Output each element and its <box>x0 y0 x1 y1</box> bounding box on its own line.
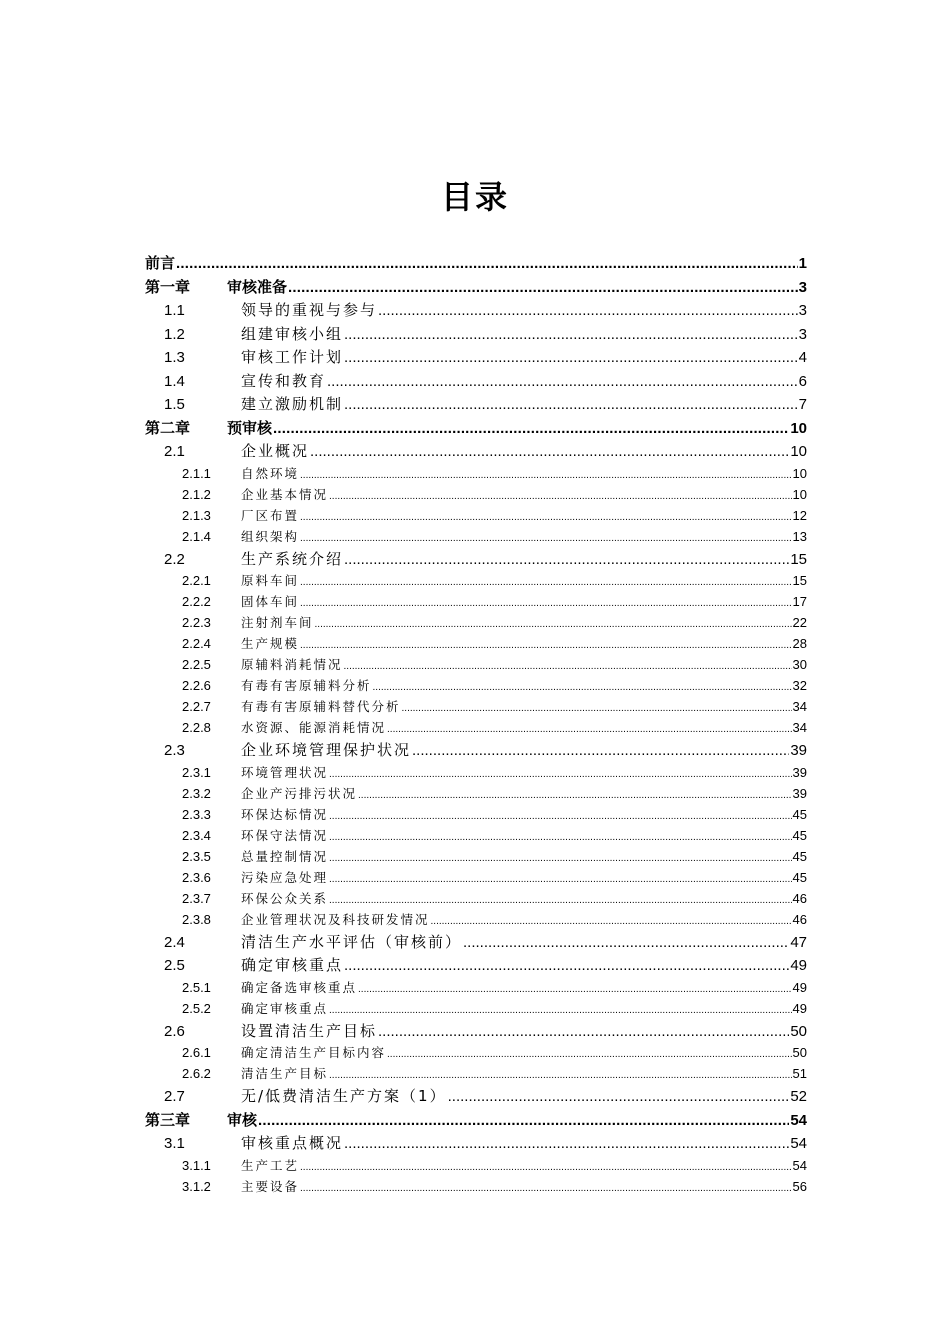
toc-entry-number: 1.4 <box>164 372 185 390</box>
toc-leader-dots <box>273 420 789 437</box>
toc-entry-title: 环保达标情况 <box>241 806 329 822</box>
toc-leader-dots <box>387 724 792 735</box>
toc-entry-page-number: 47 <box>790 933 807 951</box>
toc-entry-title: 审核准备 <box>227 277 288 296</box>
toc-entry-level-2[interactable] <box>145 346 807 370</box>
toc-leader-dots <box>344 326 798 343</box>
toc-entry-title: 生产系统介绍 <box>241 549 344 568</box>
toc-entry-title: 环境管理状况 <box>241 764 329 780</box>
toc-entry-title: 水资源、能源消耗情况 <box>241 720 387 735</box>
toc-leader-dots <box>300 512 792 523</box>
toc-leader-dots <box>300 470 792 481</box>
toc-entry-level-2[interactable] <box>145 1085 807 1109</box>
toc-entry-level-3[interactable] <box>145 805 807 826</box>
toc-leader-dots <box>176 255 798 272</box>
toc-leader-dots <box>378 1023 789 1040</box>
toc-entry-title: 组建审核小组 <box>241 324 344 343</box>
toc-leader-dots <box>329 1070 792 1081</box>
toc-entry-level-3[interactable] <box>145 676 807 697</box>
toc-entry-page-number: 49 <box>790 957 807 974</box>
toc-entry-level-2[interactable] <box>145 954 807 978</box>
toc-leader-dots <box>402 703 792 714</box>
toc-entry-level-3[interactable] <box>145 910 807 931</box>
toc-entry-level-3[interactable] <box>145 697 807 718</box>
toc-entry-number: 3.1 <box>164 1135 185 1152</box>
toc-entry-level-2[interactable] <box>145 299 807 323</box>
toc-entry-level-2[interactable] <box>145 931 807 955</box>
toc-entry-title: 环保守法情况 <box>241 827 329 843</box>
toc-leader-dots <box>344 551 789 568</box>
toc-entry-title: 企业环境管理保护状况 <box>241 741 412 759</box>
toc-entry-page-number: 39 <box>792 764 807 780</box>
toc-entry-title: 生产规模 <box>241 636 300 651</box>
toc-entry-title: 宣传和教育 <box>241 371 327 390</box>
toc-entry-number: 2.3.8 <box>182 911 211 927</box>
toc-leader-dots <box>329 853 792 864</box>
toc-entry-number: 3.1.1 <box>182 1157 211 1173</box>
toc-entry-title: 审核重点概况 <box>241 1134 344 1152</box>
toc-entry-page-number: 6 <box>798 372 807 390</box>
toc-entry-number: 2.1.1 <box>182 465 211 481</box>
toc-entry-number: 2.2.5 <box>182 657 211 672</box>
toc-entry-number: 2.2.3 <box>182 615 211 630</box>
toc-entry-title: 领导的重视与参与 <box>241 301 378 319</box>
toc-leader-dots <box>300 598 792 609</box>
toc-entry-page-number: 45 <box>792 869 807 885</box>
toc-entry-title: 无/低费清洁生产方案（1） <box>241 1087 447 1105</box>
toc-entry-page-number: 3 <box>798 325 807 343</box>
toc-entry-page-number: 49 <box>792 1000 807 1016</box>
toc-entry-page-number: 39 <box>792 785 807 801</box>
toc-entry-title: 确定清洁生产目标内容 <box>241 1045 387 1060</box>
toc-leader-dots <box>431 916 792 927</box>
toc-entry-page-number: 50 <box>792 1045 807 1060</box>
toc-entry-page-number: 15 <box>792 573 807 588</box>
toc-entry-number: 2.2 <box>164 550 185 568</box>
toc-entry-number: 第二章 <box>145 418 191 437</box>
toc-entry-number: 第一章 <box>145 277 191 296</box>
toc-entry-page-number: 1 <box>798 255 807 272</box>
toc-leader-dots <box>300 1162 792 1173</box>
toc-entry-page-number: 28 <box>792 636 807 651</box>
toc-entry-title: 有毒有害原辅料替代分析 <box>241 699 401 714</box>
toc-entry-title: 有毒有害原辅料分析 <box>241 678 372 693</box>
toc-entry-number: 2.1 <box>164 443 185 460</box>
toc-entry-number: 2.7 <box>164 1088 185 1105</box>
toc-entry-page-number: 45 <box>792 827 807 843</box>
toc-title: 目录 <box>440 178 509 216</box>
toc-leader-dots <box>258 1112 789 1129</box>
toc-entry-title: 环保公众关系 <box>241 890 329 906</box>
toc-entry-page-number: 3 <box>798 302 807 319</box>
toc-entry-number: 2.2.4 <box>182 636 211 651</box>
toc-leader-dots <box>329 769 792 780</box>
toc-entry-page-number: 10 <box>790 419 807 437</box>
toc-entry-level-3[interactable] <box>145 1064 807 1085</box>
toc-entry-page-number: 45 <box>792 848 807 864</box>
toc-entry-level-1[interactable] <box>145 252 807 276</box>
toc-entry-number: 2.5.1 <box>182 979 211 995</box>
toc-leader-dots <box>373 682 792 693</box>
toc-entry-title: 生产工艺 <box>241 1157 300 1173</box>
toc-entry-level-1[interactable] <box>145 276 807 300</box>
toc-entry-title: 厂区布置 <box>241 507 300 523</box>
toc-entry-title: 主要设备 <box>241 1178 300 1194</box>
toc-entry-title: 审核 <box>227 1110 258 1129</box>
toc-entry-page-number: 46 <box>792 890 807 906</box>
toc-leader-dots <box>327 373 798 390</box>
toc-entry-page-number: 3 <box>798 278 807 296</box>
toc-entry-level-3[interactable] <box>145 592 807 613</box>
toc-entry-page-number: 30 <box>792 657 807 672</box>
toc-entry-number: 2.2.6 <box>182 678 211 693</box>
toc-entry-page-number: 7 <box>798 396 807 413</box>
toc-leader-dots <box>344 957 789 974</box>
toc-entry-level-3[interactable] <box>145 868 807 889</box>
toc-entry-level-3[interactable] <box>145 1043 807 1064</box>
toc-entry-page-number: 56 <box>792 1178 807 1194</box>
toc-entry-level-2[interactable] <box>145 323 807 347</box>
toc-leader-dots <box>344 396 798 413</box>
toc-leader-dots <box>329 832 792 843</box>
toc-entry-title: 注射剂车间 <box>241 615 314 630</box>
toc-entry-title: 设置清洁生产目标 <box>241 1021 378 1040</box>
toc-leader-dots <box>300 533 792 544</box>
toc-entry-title: 污染应急处理 <box>241 869 329 885</box>
toc-entry-level-2[interactable] <box>145 739 807 763</box>
toc-leader-dots <box>300 577 792 588</box>
toc-entry-page-number: 49 <box>792 979 807 995</box>
toc-entry-title: 原辅料消耗情况 <box>241 657 343 672</box>
toc-entry-level-3[interactable] <box>145 826 807 847</box>
toc-entry-number: 2.3.1 <box>182 764 211 780</box>
toc-entry-number: 2.2.1 <box>182 573 211 588</box>
toc-entry-level-3[interactable] <box>145 784 807 805</box>
toc-leader-dots <box>358 984 792 995</box>
toc-entry-level-3[interactable] <box>145 464 807 485</box>
toc-leader-dots <box>463 934 789 951</box>
toc-entry-title: 预审核 <box>227 418 273 437</box>
toc-entry-number: 2.2.2 <box>182 594 211 609</box>
toc-entry-level-2[interactable] <box>145 1020 807 1044</box>
toc-leader-dots <box>329 895 792 906</box>
toc-entry-number: 2.4 <box>164 933 185 951</box>
toc-entry-number: 2.2.8 <box>182 720 211 735</box>
toc-entry-level-3[interactable] <box>145 527 807 548</box>
toc-entry-number: 2.3.7 <box>182 890 211 906</box>
toc-entry-page-number: 10 <box>792 465 807 481</box>
toc-entry-number: 2.6 <box>164 1022 185 1040</box>
toc-entry-title: 原料车间 <box>241 573 300 588</box>
toc-entry-title: 总量控制情况 <box>241 848 329 864</box>
toc-entry-page-number: 51 <box>792 1066 807 1081</box>
toc-entry-title: 确定审核重点 <box>241 956 344 974</box>
toc-entry-page-number: 54 <box>790 1111 807 1129</box>
toc-entry-page-number: 39 <box>790 742 807 759</box>
toc-entry-level-2[interactable] <box>145 370 807 394</box>
toc-entry-page-number: 52 <box>790 1088 807 1105</box>
toc-entry-level-2[interactable] <box>145 548 807 572</box>
toc-entry-number: 2.3 <box>164 742 185 759</box>
toc-entry-title: 确定审核重点 <box>241 1000 329 1016</box>
toc-entry-level-3[interactable] <box>145 718 807 739</box>
toc-leader-dots <box>310 443 789 460</box>
toc-entry-level-2[interactable] <box>145 440 807 464</box>
toc-entry-level-3[interactable] <box>145 1177 807 1198</box>
toc-entry-number: 2.5 <box>164 957 185 974</box>
toc-entry-level-3[interactable] <box>145 506 807 527</box>
toc-leader-dots <box>300 1183 792 1194</box>
toc-entry-title: 确定备选审核重点 <box>241 979 358 995</box>
toc-entry-level-1[interactable] <box>145 1109 807 1133</box>
toc-entry-number: 1.3 <box>164 349 185 366</box>
toc-entry-title: 组织架构 <box>241 528 300 544</box>
toc-entry-page-number: 54 <box>792 1157 807 1173</box>
toc-entry-page-number: 34 <box>792 720 807 735</box>
toc-entry-page-number: 54 <box>790 1135 807 1152</box>
toc-leader-dots <box>358 790 792 801</box>
toc-entry-page-number: 4 <box>798 349 807 366</box>
toc-leader-dots <box>315 619 792 630</box>
toc-leader-dots <box>344 1135 789 1152</box>
toc-leader-dots <box>329 811 792 822</box>
toc-entry-level-3[interactable] <box>145 655 807 676</box>
toc-leader-dots <box>329 874 792 885</box>
toc-entry-title: 清洁生产水平评估（审核前） <box>241 932 463 951</box>
toc-entry-number: 1.5 <box>164 396 185 413</box>
toc-entry-page-number: 10 <box>790 443 807 460</box>
toc-entry-number: 2.2.7 <box>182 699 211 714</box>
toc-entry-number: 2.3.4 <box>182 827 211 843</box>
toc-entry-title: 审核工作计划 <box>241 348 344 366</box>
toc-entry-title: 建立激励机制 <box>241 395 344 413</box>
toc-entry-title: 企业管理状况及科技研发情况 <box>241 911 430 927</box>
toc-entry-level-2[interactable] <box>145 1132 807 1156</box>
toc-entry-number: 2.5.2 <box>182 1000 211 1016</box>
toc-leader-dots <box>387 1049 792 1060</box>
toc-entry-level-3[interactable] <box>145 889 807 910</box>
toc-entry-level-1[interactable] <box>145 417 807 441</box>
toc-entry-title: 企业基本情况 <box>241 486 329 502</box>
toc-entry-page-number: 22 <box>792 615 807 630</box>
toc-entry-level-3[interactable] <box>145 1156 807 1177</box>
toc-entry-level-3[interactable] <box>145 763 807 784</box>
toc-entry-level-3[interactable] <box>145 613 807 634</box>
toc-entry-level-3[interactable] <box>145 999 807 1020</box>
toc-entry-level-3[interactable] <box>145 978 807 999</box>
toc-leader-dots <box>300 640 792 651</box>
toc-leader-dots <box>329 1005 792 1016</box>
toc-leader-dots <box>344 349 798 366</box>
toc-entry-title: 前言 <box>145 254 176 272</box>
toc-entry-level-3[interactable] <box>145 571 807 592</box>
toc-entry-page-number: 46 <box>792 911 807 927</box>
toc-leader-dots <box>344 661 792 672</box>
toc-entry-number: 2.6.1 <box>182 1045 211 1060</box>
toc-entry-number: 2.1.3 <box>182 507 211 523</box>
toc-entry-page-number: 32 <box>792 678 807 693</box>
toc-entry-number: 第三章 <box>145 1110 191 1129</box>
toc-entry-number: 2.1.4 <box>182 528 211 544</box>
toc-entry-level-3[interactable] <box>145 485 807 506</box>
toc-leader-dots <box>288 279 798 296</box>
toc-entry-title: 固体车间 <box>241 594 300 609</box>
toc-entry-number: 1.1 <box>164 302 185 319</box>
toc-entry-number: 2.1.2 <box>182 486 211 502</box>
toc-entry-page-number: 34 <box>792 699 807 714</box>
toc-entry-number: 2.3.3 <box>182 806 211 822</box>
toc-entry-number: 1.2 <box>164 325 185 343</box>
toc-entry-page-number: 50 <box>790 1022 807 1040</box>
toc-leader-dots <box>448 1088 790 1105</box>
toc-entry-page-number: 15 <box>790 550 807 568</box>
toc-entry-number: 2.6.2 <box>182 1066 211 1081</box>
toc-entry-page-number: 17 <box>792 594 807 609</box>
toc-entry-level-3[interactable] <box>145 847 807 868</box>
toc-entry-title: 企业产污排污状况 <box>241 785 358 801</box>
toc-entry-number: 2.3.6 <box>182 869 211 885</box>
toc-leader-dots <box>412 742 789 759</box>
toc-entry-level-2[interactable] <box>145 393 807 417</box>
toc-entry-page-number: 12 <box>792 507 807 523</box>
toc-entry-page-number: 45 <box>792 806 807 822</box>
toc-leader-dots <box>329 491 792 502</box>
toc-entry-number: 2.3.5 <box>182 848 211 864</box>
toc-entry-level-3[interactable] <box>145 634 807 655</box>
toc-entry-title: 自然环境 <box>241 465 300 481</box>
toc-leader-dots <box>378 302 798 319</box>
toc-entry-page-number: 13 <box>792 528 807 544</box>
table-of-contents <box>145 252 807 1198</box>
toc-entry-title: 企业概况 <box>241 442 310 460</box>
toc-entry-title: 清洁生产目标 <box>241 1066 329 1081</box>
toc-entry-number: 2.3.2 <box>182 785 211 801</box>
toc-entry-number: 3.1.2 <box>182 1178 211 1194</box>
toc-entry-page-number: 10 <box>792 486 807 502</box>
